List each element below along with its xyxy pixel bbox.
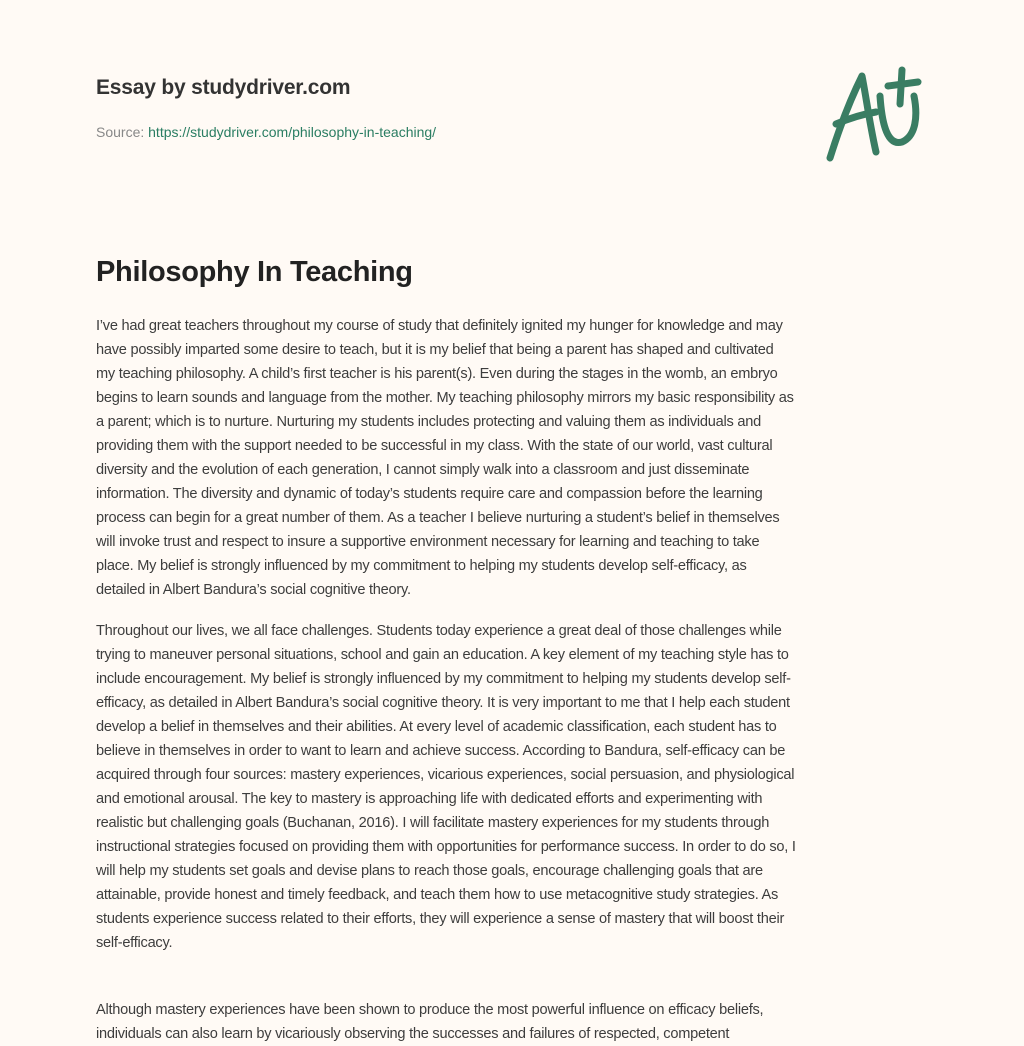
paragraph-line: begins to learn sounds and language from the mother. My teaching philosophy mirrors my basic responsibility as bbox=[96, 390, 794, 406]
paragraph-line: individuals can also learn by vicariously observing the successes and failures of respected, competent bbox=[96, 1026, 730, 1042]
paragraph-line: trying to maneuver personal situations, school and gain an education. A key element of my teaching style has to bbox=[96, 647, 789, 663]
paragraph-line: efficacy, as detailed in Albert Bandura’s social cognitive theory. It is very important to me that I help each student bbox=[96, 695, 790, 711]
paragraph-line: and emotional arousal. The key to mastery is approaching life with dedicated efforts and experimenting with bbox=[96, 791, 763, 807]
paragraph-line: diversity and the evolution of each generation, I cannot simply walk into a classroom and just disseminate bbox=[96, 462, 750, 478]
paragraph-line: providing them with the support needed to be successful in my class. With the state of our world, vast cultural bbox=[96, 438, 773, 454]
paragraph-line: Throughout our lives, we all face challenges. Students today experience a great deal of those challenges while bbox=[96, 623, 782, 639]
paragraph-line: will invoke trust and respect to insure a supportive environment necessary for learning and teaching to take bbox=[96, 534, 760, 550]
source-label: Source: bbox=[96, 124, 145, 140]
paragraph-line: detailed in Albert Bandura’s social cognitive theory. bbox=[96, 582, 411, 598]
paragraph-line: I’ve had great teachers throughout my course of study that definitely ignited my hunger for knowledge and may bbox=[96, 318, 783, 334]
paragraph-line: Although mastery experiences have been shown to produce the most powerful influence on efficacy beliefs, bbox=[96, 1002, 764, 1018]
source-line bbox=[96, 124, 436, 140]
essay-title: Philosophy In Teaching bbox=[96, 256, 413, 288]
paragraph-line: place. My belief is strongly influenced by my commitment to helping my students develop self-efficacy, as bbox=[96, 558, 747, 574]
paragraph-line: a parent; which is to nurture. Nurturing my students includes protecting and valuing them as individuals and bbox=[96, 414, 761, 430]
paragraph-line: students experience success related to their efforts, they will experience a sense of mastery that will boost their bbox=[96, 911, 785, 927]
essay-paragraph bbox=[96, 998, 763, 1046]
a-plus-logo-icon bbox=[818, 66, 930, 166]
paragraph-line: realistic but challenging goals (Buchanan, 2016). I will facilitate mastery experiences for my students through bbox=[96, 815, 770, 831]
paragraph-line: my teaching philosophy. A child’s first teacher is his parent(s). Even during the stages in the womb, an embryo bbox=[96, 366, 778, 382]
site-title: Essay by studydriver.com bbox=[96, 76, 351, 99]
paragraph-line: information. The diversity and dynamic of today’s students require care and compassion before the learning bbox=[96, 486, 763, 502]
essay-paragraph bbox=[96, 619, 796, 955]
paragraph-line: self-efficacy. bbox=[96, 935, 173, 951]
paragraph-line: believe in themselves in order to want to learn and achieve success. According to Bandura, self-efficacy can be bbox=[96, 743, 786, 759]
paragraph-line: will help my students set goals and devise plans to reach those goals, encourage challenging goals that are bbox=[96, 863, 763, 879]
paragraph-line: acquired through four sources: mastery experiences, vicarious experiences, social persuasion, and physiological bbox=[96, 767, 795, 783]
paragraph-line: attainable, provide honest and timely feedback, and teach them how to use metacognitive study strategies. As bbox=[96, 887, 779, 903]
essay-paragraph bbox=[96, 314, 794, 602]
paragraph-line: develop a belief in themselves and their abilities. At every level of academic classification, each student has to bbox=[96, 719, 777, 735]
source-link[interactable]: https://studydriver.com/philosophy-in-teaching/ bbox=[148, 124, 437, 140]
paragraph-line: process can begin for a great number of them. As a teacher I believe nurturing a student’s belief in themselves bbox=[96, 510, 780, 526]
paragraph-line: have possibly imparted some desire to teach, but it is my belief that being a parent has shaped and cultivated bbox=[96, 342, 774, 358]
paragraph-line: include encouragement. My belief is strongly influenced by my commitment to helping my students develop self- bbox=[96, 671, 791, 687]
paragraph-line: instructional strategies focused on providing them with opportunities for performance success. In order to do so, I bbox=[96, 839, 796, 855]
